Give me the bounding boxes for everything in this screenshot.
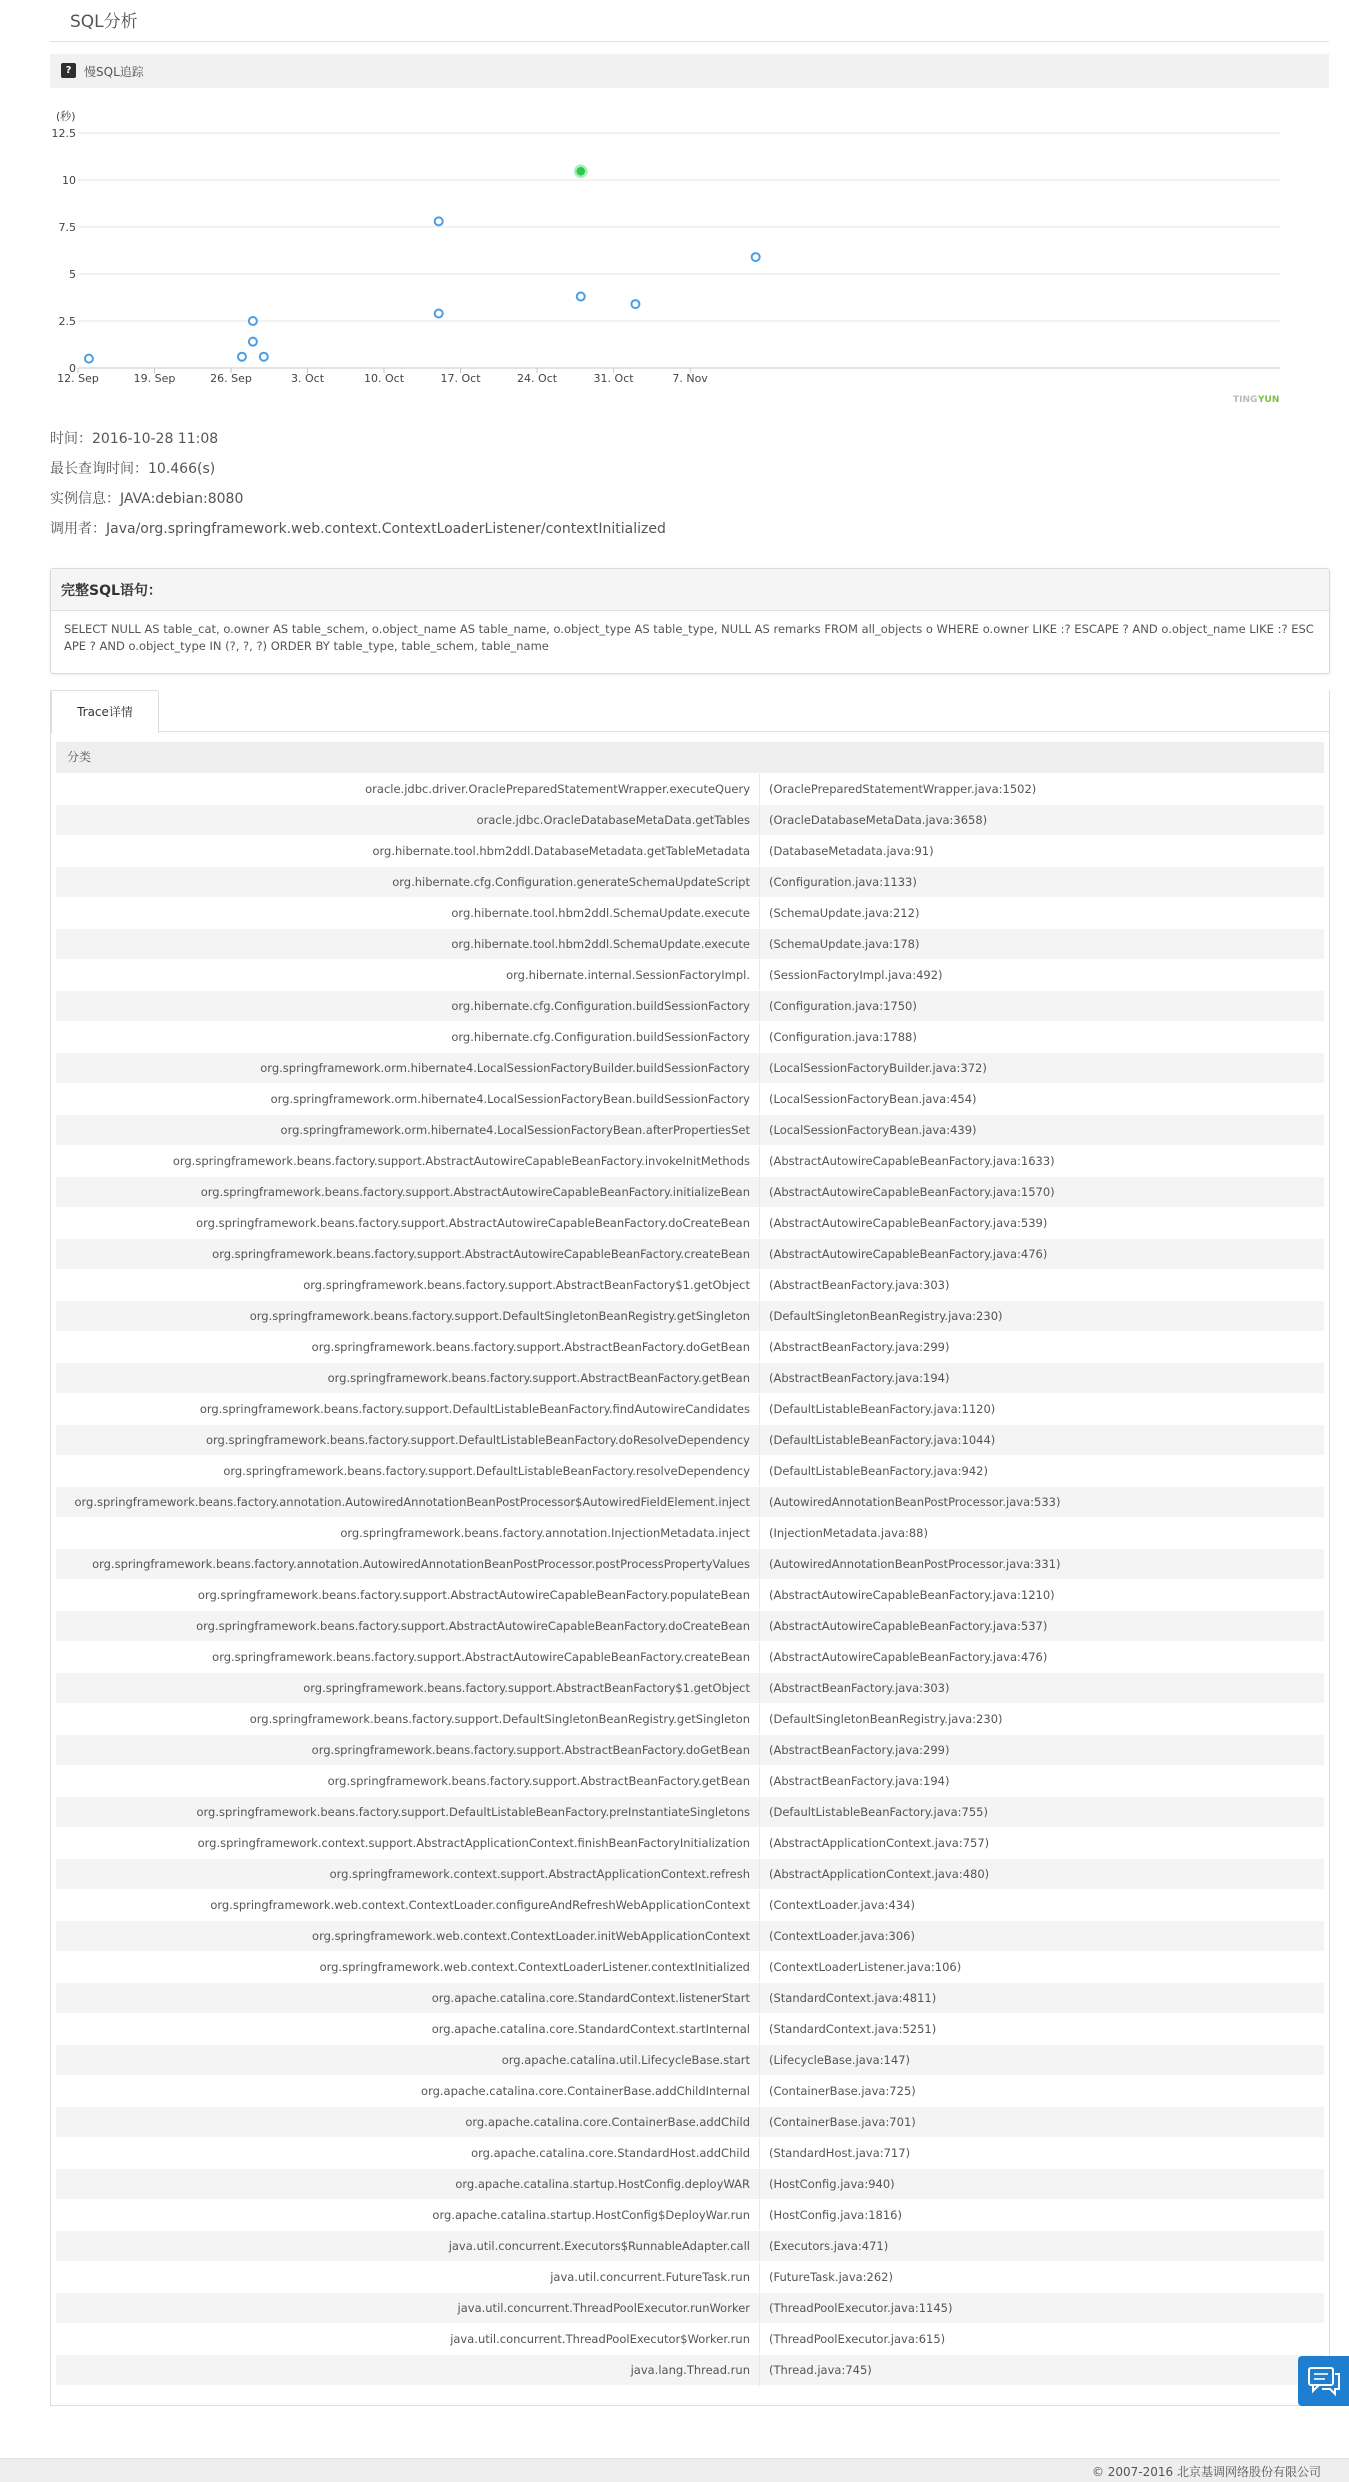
trace-method: org.springframework.context.support.AbstractApplicationContext.finishBeanFactoryInitialization <box>197 1836 750 1850</box>
scatter-point[interactable] <box>435 217 443 225</box>
trace-method: org.springframework.beans.factory.support.DefaultListableBeanFactory.findAutowireCandidates <box>199 1402 750 1416</box>
trace-location: (LifecycleBase.java:147) <box>769 2053 910 2067</box>
info-time: 时间：2016-10-28 11:08 <box>50 431 219 447</box>
trace-column-divider <box>759 960 760 991</box>
trace-location: (OracleDatabaseMetaData.java:3658) <box>769 813 988 827</box>
trace-location: (AbstractBeanFactory.java:194) <box>769 1774 950 1788</box>
slow-sql-section-header <box>50 54 1329 88</box>
trace-location: (AbstractAutowireCapableBeanFactory.java:476) <box>769 1650 1048 1664</box>
trace-column-divider <box>759 1084 760 1115</box>
trace-column-divider <box>759 2355 760 2386</box>
trace-method: org.springframework.orm.hibernate4.LocalSessionFactoryBean.buildSessionFactory <box>270 1092 750 1106</box>
trace-row <box>56 1641 1324 1672</box>
trace-location: (DefaultSingletonBeanRegistry.java:230) <box>769 1712 1003 1726</box>
x-tick-label: 31. Oct <box>593 372 634 385</box>
trace-location: (ContextLoader.java:306) <box>769 1929 915 1943</box>
trace-method: org.hibernate.tool.hbm2ddl.SchemaUpdate.execute <box>451 906 750 920</box>
trace-row <box>56 1083 1324 1114</box>
trace-row <box>56 1827 1324 1858</box>
trace-column-divider <box>759 1177 760 1208</box>
chat-button[interactable] <box>1298 2356 1349 2406</box>
x-tick-label: 19. Sep <box>133 372 176 385</box>
trace-row <box>56 1424 1324 1455</box>
trace-column-divider <box>759 1704 760 1735</box>
trace-location: (AbstractAutowireCapableBeanFactory.java:537) <box>769 1619 1048 1633</box>
scatter-point[interactable] <box>249 317 257 325</box>
trace-method: org.hibernate.cfg.Configuration.buildSessionFactory <box>451 999 750 1013</box>
trace-method: org.springframework.orm.hibernate4.LocalSessionFactoryBuilder.buildSessionFactory <box>260 1061 750 1075</box>
trace-location: (AbstractAutowireCapableBeanFactory.java:476) <box>769 1247 1048 1261</box>
trace-column-divider <box>759 1270 760 1301</box>
trace-column-divider <box>759 805 760 836</box>
trace-location: (ContainerBase.java:701) <box>769 2115 916 2129</box>
trace-row <box>56 2013 1324 2044</box>
trace-row <box>56 2261 1324 2292</box>
trace-rows <box>56 773 1324 2385</box>
trace-location: (Configuration.java:1133) <box>769 875 917 889</box>
trace-column-divider <box>759 1487 760 1518</box>
trace-location: (HostConfig.java:940) <box>769 2177 895 2191</box>
trace-column-divider <box>759 2138 760 2169</box>
trace-method: org.springframework.beans.factory.support.AbstractBeanFactory.getBean <box>327 1371 750 1385</box>
y-tick-label: 0 <box>69 362 76 375</box>
trace-location: (DatabaseMetadata.java:91) <box>769 844 934 858</box>
trace-column-divider <box>759 1456 760 1487</box>
trace-method: java.util.concurrent.FutureTask.run <box>550 2270 750 2284</box>
trace-method: org.springframework.beans.factory.annotation.InjectionMetadata.inject <box>340 1526 750 1540</box>
trace-method: org.springframework.beans.factory.annotation.AutowiredAnnotationBeanPostProcessor$AutowiredFieldElement.inject <box>74 1495 750 1509</box>
trace-column-divider <box>759 1890 760 1921</box>
scatter-point[interactable] <box>631 300 639 308</box>
trace-location: (StandardHost.java:717) <box>769 2146 911 2160</box>
trace-location: (ThreadPoolExecutor.java:1145) <box>769 2301 953 2315</box>
slow-sql-scatter-chart <box>50 100 1290 410</box>
scatter-point[interactable] <box>249 338 257 346</box>
scatter-point[interactable] <box>752 253 760 261</box>
scatter-point-selected[interactable] <box>575 166 586 177</box>
trace-column-divider <box>759 1580 760 1611</box>
trace-location: (OraclePreparedStatementWrapper.java:1502) <box>769 782 1037 796</box>
trace-column-divider <box>759 1239 760 1270</box>
trace-method: oracle.jdbc.OracleDatabaseMetaData.getTables <box>476 813 750 827</box>
trace-column-divider <box>759 2200 760 2231</box>
trace-row <box>56 2199 1324 2230</box>
trace-method: org.springframework.web.context.ContextLoaderListener.contextInitialized <box>319 1960 750 1974</box>
trace-row <box>56 928 1324 959</box>
trace-location: (InjectionMetadata.java:88) <box>769 1526 928 1540</box>
trace-row <box>56 1920 1324 1951</box>
trace-column-divider <box>759 2107 760 2138</box>
trace-location: (DefaultListableBeanFactory.java:755) <box>769 1805 988 1819</box>
trace-location: (AbstractBeanFactory.java:303) <box>769 1278 950 1292</box>
trace-method: org.springframework.context.support.AbstractApplicationContext.refresh <box>329 1867 750 1881</box>
trace-column-divider <box>759 1797 760 1828</box>
trace-method: org.springframework.beans.factory.support.AbstractAutowireCapableBeanFactory.createBean <box>212 1650 750 1664</box>
trace-row <box>56 1765 1324 1796</box>
trace-location: (AutowiredAnnotationBeanPostProcessor.java:331) <box>769 1557 1061 1571</box>
tick-layer <box>52 127 709 385</box>
trace-location: (SchemaUpdate.java:178) <box>769 937 920 951</box>
trace-column-divider <box>759 1022 760 1053</box>
trace-row <box>56 1703 1324 1734</box>
trace-location: (ThreadPoolExecutor.java:615) <box>769 2332 946 2346</box>
trace-method: org.springframework.beans.factory.support.AbstractAutowireCapableBeanFactory.invokeInitMethods <box>172 1154 750 1168</box>
trace-location: (AbstractAutowireCapableBeanFactory.java:539) <box>769 1216 1048 1230</box>
trace-method: org.springframework.web.context.ContextLoader.initWebApplicationContext <box>312 1929 750 1943</box>
x-tick-label: 26. Sep <box>210 372 252 385</box>
trace-method: org.apache.catalina.core.ContainerBase.addChild <box>465 2115 750 2129</box>
trace-column-divider <box>759 2324 760 2355</box>
trace-method: java.util.concurrent.Executors$RunnableAdapter.call <box>448 2239 750 2253</box>
y-tick-label: 7.5 <box>58 221 76 234</box>
trace-method: org.hibernate.internal.SessionFactoryImpl. <box>506 968 750 982</box>
trace-row <box>56 1114 1324 1145</box>
trace-method: org.hibernate.cfg.Configuration.generateSchemaUpdateScript <box>392 875 750 889</box>
trace-location: (AbstractBeanFactory.java:194) <box>769 1371 950 1385</box>
trace-location: (StandardContext.java:5251) <box>769 2022 937 2036</box>
trace-method: org.springframework.beans.factory.support.AbstractAutowireCapableBeanFactory.doCreateBean <box>196 1619 750 1633</box>
trace-row <box>56 1579 1324 1610</box>
trace-location: (FutureTask.java:262) <box>769 2270 893 2284</box>
trace-location: (AbstractBeanFactory.java:303) <box>769 1681 950 1695</box>
trace-method: org.apache.catalina.core.StandardHost.addChild <box>471 2146 750 2160</box>
trace-column-divider <box>759 929 760 960</box>
trace-column-divider <box>759 867 760 898</box>
trace-method: java.lang.Thread.run <box>630 2363 750 2377</box>
trace-method: org.apache.catalina.startup.HostConfig.deployWAR <box>455 2177 750 2191</box>
y-tick-label: 5 <box>69 268 76 281</box>
page-title: SQL分析 <box>70 12 138 32</box>
footer-copyright: © 2007-2016 北京基调网络股份有限公司 <box>1091 2465 1321 2479</box>
trace-row <box>56 1145 1324 1176</box>
trace-row <box>56 1300 1324 1331</box>
trace-column-divider <box>759 2076 760 2107</box>
trace-row <box>56 1734 1324 1765</box>
trace-table-header: 分类 <box>56 742 1324 773</box>
x-tick-label: 24. Oct <box>517 372 558 385</box>
trace-table <box>56 742 1324 2385</box>
trace-row <box>56 990 1324 1021</box>
trace-row <box>56 2106 1324 2137</box>
trace-method: org.apache.catalina.core.StandardContext.listenerStart <box>431 1991 750 2005</box>
trace-method: org.springframework.beans.factory.support.AbstractAutowireCapableBeanFactory.initializeBean <box>200 1185 750 1199</box>
trace-method: org.springframework.web.context.ContextLoader.configureAndRefreshWebApplicationContext <box>210 1898 750 1912</box>
chart-svg <box>50 100 1290 410</box>
trace-row <box>56 1951 1324 1982</box>
y-tick-label: 12.5 <box>51 127 76 140</box>
trace-column-divider <box>759 1332 760 1363</box>
scatter-point[interactable] <box>260 353 268 361</box>
trace-column-divider <box>759 1053 760 1084</box>
trace-row <box>56 897 1324 928</box>
trace-column-divider <box>759 1208 760 1239</box>
page-title-bar <box>50 0 1329 42</box>
trace-method: org.apache.catalina.core.StandardContext.startInternal <box>431 2022 750 2036</box>
trace-column-divider <box>759 836 760 867</box>
chat-icon <box>1298 2356 1349 2406</box>
scatter-point[interactable] <box>85 355 93 363</box>
trace-method: org.hibernate.tool.hbm2ddl.DatabaseMetadata.getTableMetadata <box>372 844 750 858</box>
trace-column-divider <box>759 2014 760 2045</box>
trace-row <box>56 835 1324 866</box>
footer <box>0 2458 1349 2482</box>
full-sql-panel <box>50 568 1330 674</box>
trace-location: (LocalSessionFactoryBean.java:454) <box>769 1092 977 1106</box>
info-max-query: 最长查询时间：10.466(s) <box>50 461 216 477</box>
trace-column-divider <box>759 1611 760 1642</box>
trace-method: org.springframework.beans.factory.support.AbstractBeanFactory$1.getObject <box>303 1681 750 1695</box>
trace-method: org.hibernate.tool.hbm2ddl.SchemaUpdate.execute <box>451 937 750 951</box>
trace-row <box>56 804 1324 835</box>
scatter-point[interactable] <box>238 353 246 361</box>
trace-column-divider <box>759 774 760 805</box>
grid-layer <box>78 133 1280 368</box>
trace-column-divider <box>759 1859 760 1890</box>
trace-method: org.springframework.beans.factory.support.AbstractAutowireCapableBeanFactory.createBean <box>212 1247 750 1261</box>
trace-column-divider <box>759 1146 760 1177</box>
trace-method: org.springframework.beans.factory.support.AbstractBeanFactory.doGetBean <box>311 1743 750 1757</box>
trace-method: java.util.concurrent.ThreadPoolExecutor$Worker.run <box>450 2332 750 2346</box>
trace-column-divider <box>759 1115 760 1146</box>
trace-row <box>56 2044 1324 2075</box>
trace-location: (AbstractAutowireCapableBeanFactory.java:1570) <box>769 1185 1055 1199</box>
trace-row <box>56 1889 1324 1920</box>
x-tick-label: 12. Sep <box>57 372 99 385</box>
help-icon[interactable]: ? <box>61 63 76 78</box>
trace-row <box>56 2230 1324 2261</box>
trace-row <box>56 773 1324 804</box>
trace-location: (SessionFactoryImpl.java:492) <box>769 968 943 982</box>
trace-column-divider <box>759 1983 760 2014</box>
trace-row <box>56 2168 1324 2199</box>
trace-method: org.springframework.beans.factory.support.DefaultListableBeanFactory.preInstantiateSingletons <box>196 1805 750 1819</box>
trace-method: org.springframework.beans.factory.support.DefaultSingletonBeanRegistry.getSingleton <box>249 1309 750 1323</box>
trace-location: (DefaultListableBeanFactory.java:1044) <box>769 1433 996 1447</box>
trace-column-divider <box>759 1518 760 1549</box>
trace-method: java.util.concurrent.ThreadPoolExecutor.runWorker <box>457 2301 750 2315</box>
trace-method: org.apache.catalina.core.ContainerBase.addChildInternal <box>421 2084 750 2098</box>
trace-method: org.springframework.orm.hibernate4.LocalSessionFactoryBean.afterPropertiesSet <box>280 1123 750 1137</box>
trace-column-divider <box>759 1394 760 1425</box>
trace-row <box>56 1982 1324 2013</box>
trace-row <box>56 1796 1324 1827</box>
trace-column-divider <box>759 1828 760 1859</box>
trace-column-divider <box>759 1363 760 1394</box>
trace-location: (Configuration.java:1788) <box>769 1030 917 1044</box>
trace-row <box>56 1517 1324 1548</box>
trace-tabs <box>51 690 1329 732</box>
x-tick-label: 3. Oct <box>291 372 325 385</box>
info-caller: 调用者：Java/org.springframework.web.context.ContextLoaderListener/contextInitialized <box>50 521 666 537</box>
trace-row <box>56 2137 1324 2168</box>
trace-row <box>56 1269 1324 1300</box>
trace-location: (AbstractAutowireCapableBeanFactory.java:1633) <box>769 1154 1055 1168</box>
trace-column-divider <box>759 1673 760 1704</box>
trace-column-divider <box>759 1549 760 1580</box>
x-tick-label: 17. Oct <box>440 372 481 385</box>
trace-column-divider <box>759 2293 760 2324</box>
trace-location: (ContainerBase.java:725) <box>769 2084 916 2098</box>
trace-location: (DefaultListableBeanFactory.java:942) <box>769 1464 988 1478</box>
trace-row <box>56 866 1324 897</box>
trace-location: (LocalSessionFactoryBean.java:439) <box>769 1123 977 1137</box>
trace-location: (Executors.java:471) <box>769 2239 889 2253</box>
full-sql-text: SELECT NULL AS table_cat, o.owner AS table_schem, o.object_name AS table_name, o.object_type AS table_type, NULL AS remarks FROM all_objects o WHERE o.owner LIKE :? ESCAPE ? AND o.object_name LIKE :? ESCAPE ? AND o.object_type IN (?, ?, ?) ORDER BY table_type, table_schem, table_name <box>64 622 1314 653</box>
trace-column-divider <box>759 1921 760 1952</box>
trace-row <box>56 2075 1324 2106</box>
trace-column-divider <box>759 898 760 929</box>
trace-row <box>56 1610 1324 1641</box>
trace-column-divider <box>759 2169 760 2200</box>
trace-column-divider <box>759 2231 760 2262</box>
trace-location: (ContextLoaderListener.java:106) <box>769 1960 962 1974</box>
trace-method: org.springframework.beans.factory.support.AbstractBeanFactory.getBean <box>327 1774 750 1788</box>
trace-method: org.hibernate.cfg.Configuration.buildSessionFactory <box>451 1030 750 1044</box>
trace-column-divider <box>759 1735 760 1766</box>
y-tick-label: 10 <box>62 174 76 187</box>
trace-location: (AbstractBeanFactory.java:299) <box>769 1340 950 1354</box>
watermark-logo-ting: TING <box>1233 395 1258 405</box>
trace-location: (Thread.java:745) <box>769 2363 872 2377</box>
trace-location: (DefaultListableBeanFactory.java:1120) <box>769 1402 996 1416</box>
trace-row <box>56 1021 1324 1052</box>
trace-method: org.apache.catalina.startup.HostConfig$DeployWar.run <box>432 2208 750 2222</box>
trace-row <box>56 1238 1324 1269</box>
trace-row <box>56 1455 1324 1486</box>
trace-method: org.springframework.beans.factory.support.DefaultSingletonBeanRegistry.getSingleton <box>249 1712 750 1726</box>
trace-location: (StandardContext.java:4811) <box>769 1991 937 2005</box>
watermark-logo-yun: YUN <box>1258 395 1280 405</box>
trace-method: oracle.jdbc.driver.OraclePreparedStatementWrapper.executeQuery <box>365 782 750 796</box>
trace-location: (HostConfig.java:1816) <box>769 2208 902 2222</box>
trace-location: (AutowiredAnnotationBeanPostProcessor.java:533) <box>769 1495 1061 1509</box>
y-tick-label: 2.5 <box>58 315 76 328</box>
trace-row <box>56 1052 1324 1083</box>
trace-location: (Configuration.java:1750) <box>769 999 917 1013</box>
trace-column-divider <box>759 1766 760 1797</box>
y-axis-label: (秒) <box>56 110 76 123</box>
trace-row <box>56 1331 1324 1362</box>
trace-location: (LocalSessionFactoryBuilder.java:372) <box>769 1061 987 1075</box>
trace-method: org.apache.catalina.util.LifecycleBase.start <box>501 2053 750 2067</box>
trace-location: (AbstractBeanFactory.java:299) <box>769 1743 950 1757</box>
trace-location: (AbstractAutowireCapableBeanFactory.java:1210) <box>769 1588 1055 1602</box>
trace-column-divider <box>759 2045 760 2076</box>
trace-panel <box>50 690 1330 2406</box>
trace-column-divider <box>759 1952 760 1983</box>
trace-method: org.springframework.beans.factory.support.AbstractBeanFactory.doGetBean <box>311 1340 750 1354</box>
trace-row <box>56 2323 1324 2354</box>
trace-location: (SchemaUpdate.java:212) <box>769 906 920 920</box>
tab-trace-detail[interactable]: Trace详情 <box>51 690 159 733</box>
trace-location: (DefaultSingletonBeanRegistry.java:230) <box>769 1309 1003 1323</box>
trace-row <box>56 1207 1324 1238</box>
section-label: 慢SQL追踪 <box>84 65 144 79</box>
info-instance: 实例信息：JAVA:debian:8080 <box>50 491 244 507</box>
trace-method: org.springframework.beans.factory.annotation.AutowiredAnnotationBeanPostProcessor.postProcessPropertyValues <box>92 1557 750 1571</box>
trace-location: (ContextLoader.java:434) <box>769 1898 915 1912</box>
trace-column-divider <box>759 1425 760 1456</box>
trace-row <box>56 1176 1324 1207</box>
trace-location: (AbstractApplicationContext.java:757) <box>769 1836 990 1850</box>
trace-column-divider <box>759 1642 760 1673</box>
trace-row <box>56 1393 1324 1424</box>
trace-row <box>56 1672 1324 1703</box>
trace-method: org.springframework.beans.factory.support.AbstractAutowireCapableBeanFactory.doCreateBean <box>196 1216 750 1230</box>
trace-row <box>56 1858 1324 1889</box>
trace-row <box>56 1486 1324 1517</box>
trace-row <box>56 2292 1324 2323</box>
x-tick-label: 10. Oct <box>364 372 405 385</box>
trace-method: org.springframework.beans.factory.support.AbstractAutowireCapableBeanFactory.populateBean <box>197 1588 750 1602</box>
trace-column-divider <box>759 2262 760 2293</box>
trace-column-divider <box>759 991 760 1022</box>
trace-location: (AbstractApplicationContext.java:480) <box>769 1867 990 1881</box>
trace-column-divider <box>759 1301 760 1332</box>
trace-row <box>56 1548 1324 1579</box>
point-layer <box>85 166 760 363</box>
full-sql-title: 完整SQL语句： <box>51 569 1329 611</box>
trace-method: org.springframework.beans.factory.support.DefaultListableBeanFactory.doResolveDependency <box>205 1433 750 1447</box>
scatter-point[interactable] <box>577 293 585 301</box>
x-tick-label: 7. Nov <box>672 372 708 385</box>
trace-method: org.springframework.beans.factory.support.AbstractBeanFactory$1.getObject <box>303 1278 750 1292</box>
trace-row <box>56 2354 1324 2385</box>
trace-method: org.springframework.beans.factory.support.DefaultListableBeanFactory.resolveDependency <box>223 1464 750 1478</box>
trace-row <box>56 959 1324 990</box>
trace-row <box>56 1362 1324 1393</box>
scatter-point[interactable] <box>435 309 443 317</box>
